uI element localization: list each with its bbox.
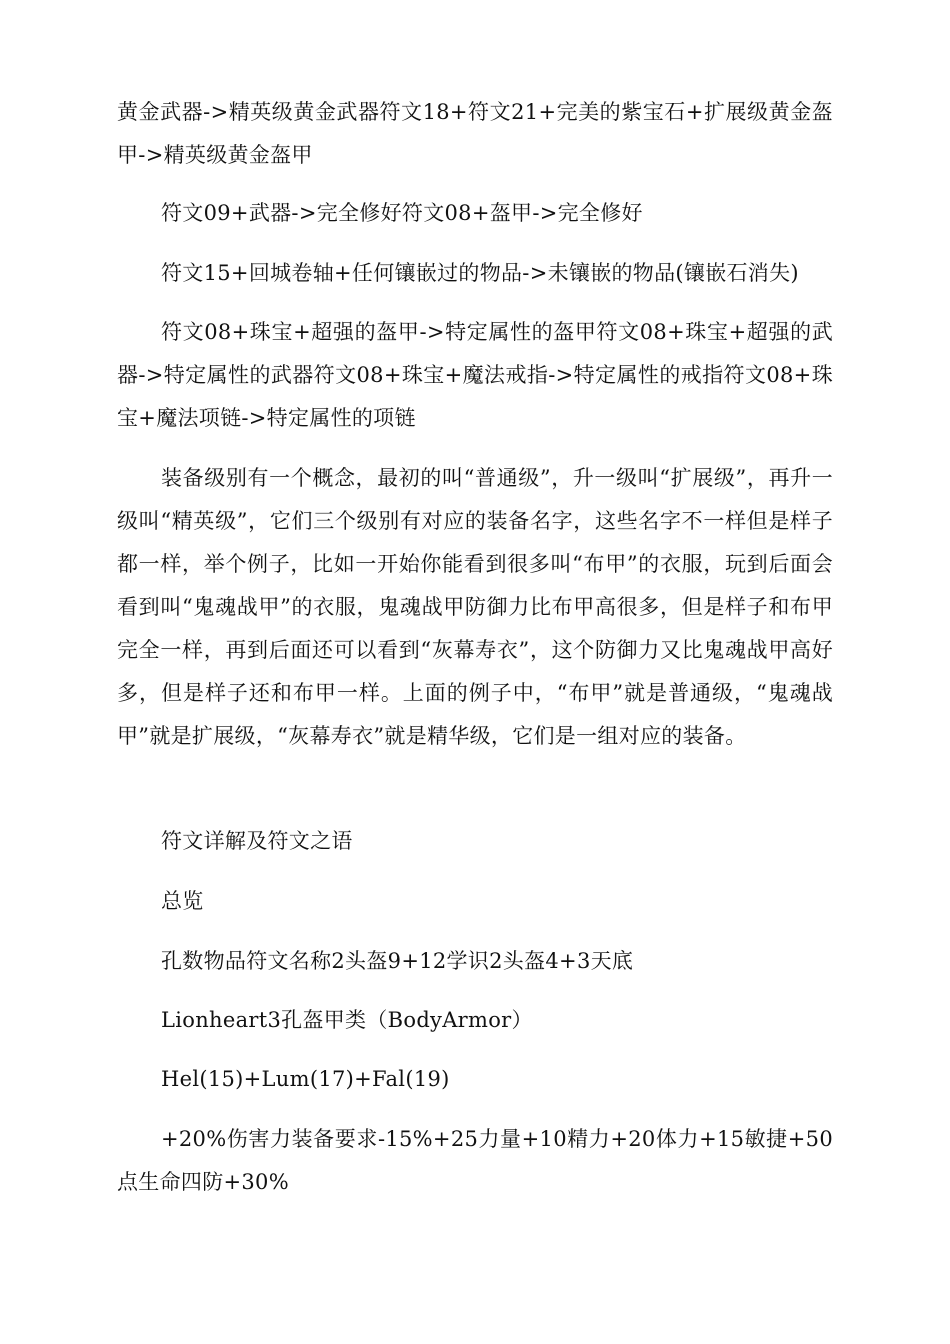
paragraph-jewel-recipes: 符文08+珠宝+超强的盔甲->特定属性的盔甲符文08+珠宝+超强的武器->特定属性的武器符文08+珠宝+魔法戒指->特定属性的戒指符文08+珠宝+魔法项链->特定属性的项链 <box>117 320 833 430</box>
paragraph-repair-recipe: 符文09+武器->完全修好符文08+盔甲->完全修好 <box>161 201 643 225</box>
heading-rune-details: 符文详解及符文之语 <box>161 829 353 853</box>
paragraph-equipment-tiers: 装备级别有一个概念，最初的叫“普通级”，升一级叫“扩展级”，再升一级叫“精英级”，它们三个级别有对应的装备名字，这些名字不一样但是样子都一样，举个例子，比如一开始你能看到很多叫“布甲”的衣服，玩到后面会看到叫“鬼魂战甲”的衣服，鬼魂战甲防御力比布甲高很多，但是样子和布甲完全一样，再到后面还可以看到“灰幕寿衣”，这个防御力又比鬼魂战甲高好多，但是样子还和布甲一样。上面的例子中，“布甲”就是普通级，“鬼魂战甲”就是扩展级，“灰幕寿衣”就是精华级，它们是一组对应的装备。 <box>117 466 833 748</box>
paragraph-lionheart: Lionheart3孔盔甲类（BodyArmor） <box>161 1008 533 1032</box>
paragraph-sockets-runeword-names: 孔数物品符文名称2头盔9+12学识2头盔4+3天底 <box>161 949 634 973</box>
paragraph-unsocket-recipe: 符文15+回城卷轴+任何镶嵌过的物品->未镶嵌的物品(镶嵌石消失) <box>161 261 799 285</box>
heading-overview: 总览 <box>161 889 204 913</box>
paragraph-golden-weapon-armor-recipe: 黄金武器->精英级黄金武器符文18+符文21+完美的紫宝石+扩展级黄金盔甲->精英级黄金盔甲 <box>117 100 833 167</box>
paragraph-rune-combination: Hel(15)+Lum(17)+Fal(19) <box>161 1067 450 1091</box>
paragraph-runeword-stats: +20%伤害力装备要求-15%+25力量+10精力+20体力+15敏捷+50点生命四防+30% <box>117 1127 833 1194</box>
